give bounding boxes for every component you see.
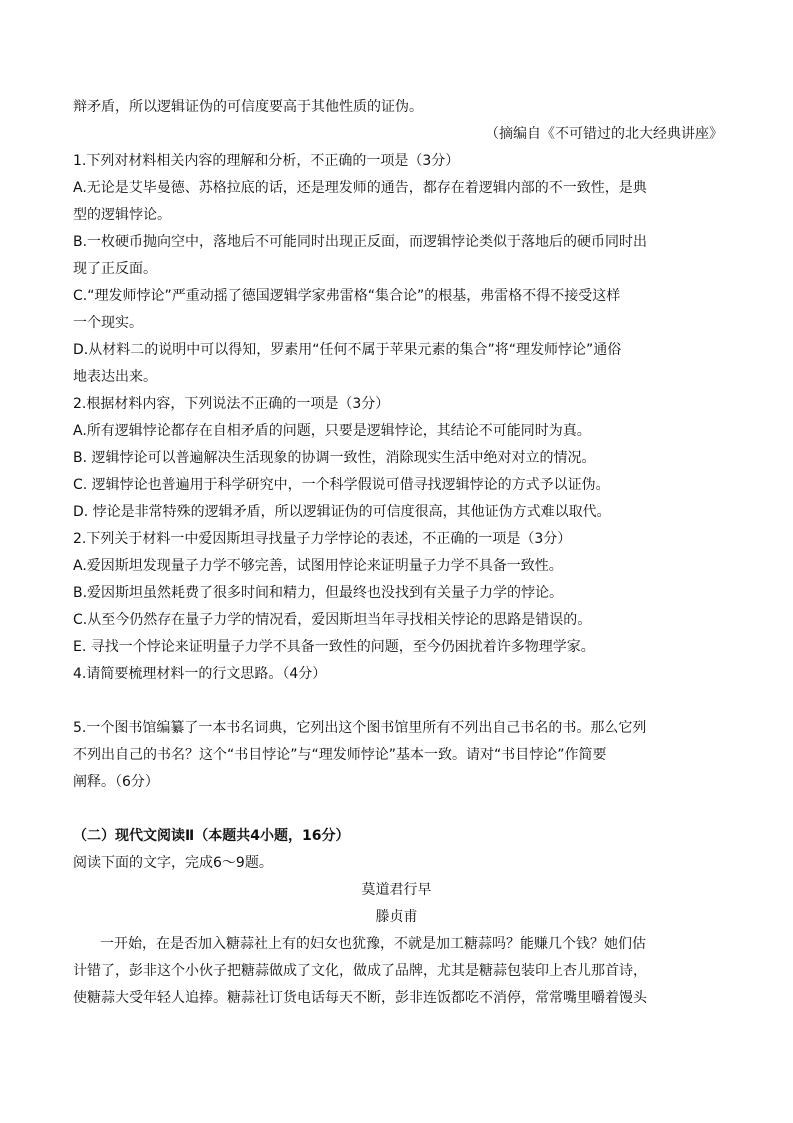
q1-option-a-cont: 型的逻辑悖论。 <box>73 207 171 223</box>
question-2: 2.根据材料内容，下列说法不正确的一项是（3分） <box>73 396 390 412</box>
question-3: 2.下列关于材料一中爱因斯坦寻找量子力学悖论的表述，不正确的一项是（3分） <box>73 531 572 547</box>
q2-option-c: C. 逻辑悖论也普遍用于科学研究中，一个科学假说可借寻找逻辑悖论的方式予以证伪。 <box>73 477 610 493</box>
q1-option-d-cont: 地表达出来。 <box>73 369 157 385</box>
q2-option-a: A.所有逻辑悖论都存在自相矛盾的问题，只要是逻辑悖论，其结论不可能同时为真。 <box>73 423 591 439</box>
q3-option-c: C.从至今仍然存在量子力学的情况看，爱因斯坦当年寻找相关悖论的思路是错误的。 <box>73 612 592 628</box>
q1-option-b: B.一枚硬币抛向空中，落地后不可能同时出现正反面，而逻辑悖论类似于落地后的硬币同时出 <box>73 234 648 250</box>
text-line: 辩矛盾，所以逻辑证伪的可信度要高于其他性质的证伪。 <box>73 99 423 115</box>
instruction: 阅读下面的文字，完成6～9题。 <box>73 855 273 871</box>
q1-option-c-cont: 一个现实。 <box>73 315 143 331</box>
question-5-cont: 阐释。（6分） <box>73 774 159 790</box>
q1-option-d: D.从材料二的说明中可以得知，罗素用“任何不属于苹果元素的集合”将“理发师悖论”通俗 <box>73 342 622 358</box>
article-title: 莫道君行早 <box>361 882 432 898</box>
source-citation: （摘编自《不可错过的北大经典讲座》 <box>485 126 723 142</box>
section-heading: （二）现代文阅读Ⅱ（本题共4小题，16分） <box>73 828 350 844</box>
question-5-cont: 不列出自己的书名？这个“书目悖论”与“理发师悖论”基本一致。请对“书目悖论”作简要 <box>73 747 607 763</box>
q3-option-e: E. 寻找一个悖论来证明量子力学不具备一致性的问题，至今仍困扰着许多物理学家。 <box>73 639 595 655</box>
q3-option-b: B.爱因斯坦虽然耗费了很多时间和精力，但最终也没找到有关量子力学的悖论。 <box>73 585 564 601</box>
q2-option-d: D. 悖论是非常特殊的逻辑矛盾，所以逻辑证伪的可信度很高，其他证伪方式难以取代。 <box>73 504 611 520</box>
q1-option-c: C.“理发师悖论”严重动摇了德国逻辑学家弗雷格“集合论”的根基，弗雷格不得不接受这样 <box>73 288 621 304</box>
q1-option-b-cont: 现了正反面。 <box>73 261 157 277</box>
article-paragraph-cont: 使糖蒜大受年轻人追捧。糖蒜社订货电话每天不断，彭非连饭都吃不消停，常常嘴里嚼着馒头 <box>73 990 647 1006</box>
question-4: 4.请简要梳理材料一的行文思路。（4分） <box>73 666 327 682</box>
q3-option-a: A.爱因斯坦发现量子力学不够完善，试图用悖论来证明量子力学不具备一致性。 <box>73 558 563 574</box>
q1-option-a: A.无论是艾毕曼德、苏格拉底的话，还是理发师的通告，都存在着逻辑内部的不一致性，是典 <box>73 180 647 196</box>
article-paragraph: 一开始，在是否加入糖蒜社上有的妇女也犹豫，不就是加工糖蒜吗？能赚几个钱？她们估 <box>100 936 646 952</box>
q2-option-b: B. 逻辑悖论可以普遍解决生活现象的协调一致性，消除现实生活中绝对对立的情况。 <box>73 450 596 466</box>
question-5: 5.一个图书馆编纂了一本书名词典，它列出这个图书馆里所有不列出自己书名的书。那么它列 <box>73 720 647 736</box>
article-paragraph-cont: 计错了，彭非这个小伙子把糖蒜做成了文化，做成了品牌，尤其是糖蒜包装印上杏儿那首诗， <box>73 963 647 979</box>
question-1: 1.下列对材料相关内容的理解和分析，不正确的一项是（3分） <box>73 153 460 169</box>
article-author: 滕贞甫 <box>375 909 418 925</box>
